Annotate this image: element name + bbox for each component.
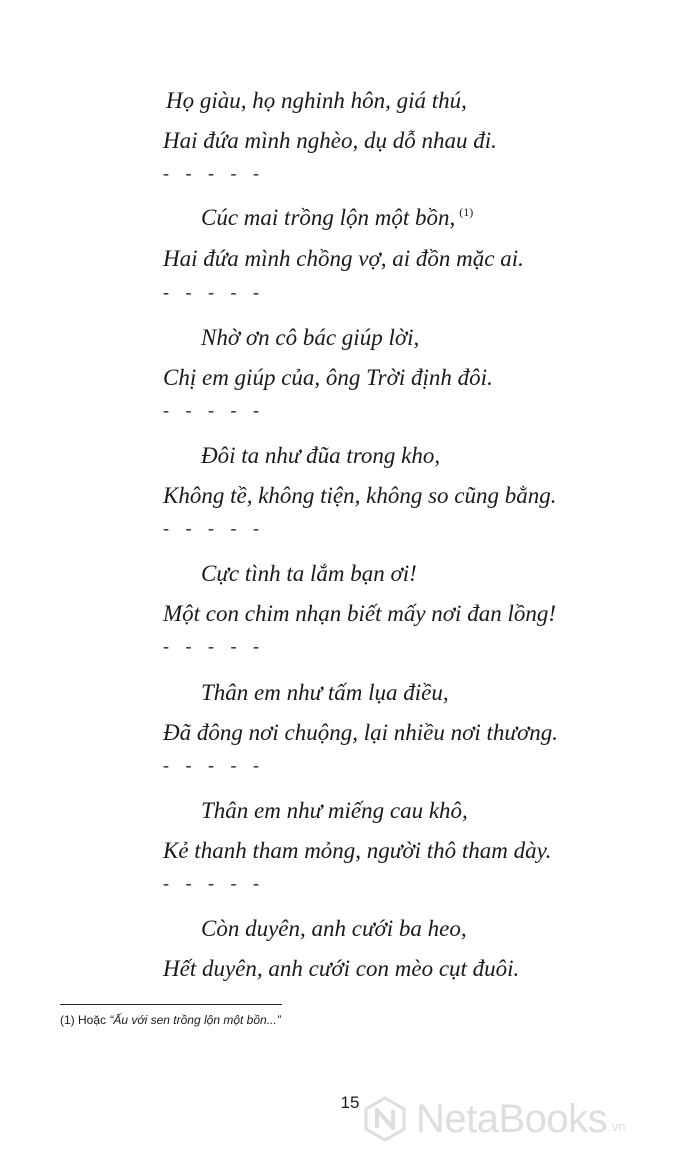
watermark-suffix: .vn [608,1119,626,1134]
verse-3-line-1: Nhờ ơn cô bác giúp lời, [201,325,420,350]
watermark-brand: NetaBooks [416,1096,608,1141]
verse-7-line-2: Kẻ thanh tham mỏng, người thô tham dày. [163,838,552,863]
verse-separator: - - - - - [163,873,265,893]
verse-separator: - - - - - [163,755,265,775]
verse-5-line-1: Cực tình ta lắm bạn ơi! [201,561,417,586]
footnote-divider [60,1004,282,1005]
verse-6-line-1: Thân em như tấm lụa điều, [201,680,449,705]
verse-1-line-1: Họ giàu, họ nghinh hôn, giá thú, [166,88,467,113]
netabooks-logo-icon [362,1096,408,1142]
verse-6-line-2: Đã đông nơi chuộng, lại nhiều nơi thương. [163,720,558,745]
footnote-prefix: (1) Hoặc [60,1013,110,1027]
verse-7-line-1: Thân em như miếng cau khô, [201,798,468,823]
verse-2-line-1-text: Cúc mai trồng lộn một bồn, [201,205,456,230]
verse-2-line-2: Hai đứa mình chồng vợ, ai đồn mặc ai. [163,246,524,271]
footnote-quote: “Ấu với sen trồng lộn một bồn...” [109,1013,281,1027]
verse-8-line-1: Còn duyên, anh cưới ba heo, [201,916,467,941]
verse-2-line-1 [201,206,473,229]
verse-separator: - - - - - [163,400,265,420]
verse-separator: - - - - - [163,163,265,183]
footnote [60,1013,281,1027]
netabooks-watermark [362,1094,626,1144]
verse-separator: - - - - - [163,518,265,538]
verse-3-line-2: Chị em giúp của, ông Trời định đôi. [163,365,493,390]
page-number: 15 [340,1093,360,1112]
verse-separator: - - - - - [163,636,265,656]
verse-separator: - - - - - [163,282,265,302]
verse-4-line-2: Không tề, không tiện, không so cũng bằng. [163,483,557,508]
footnote-mark: (1) [459,205,474,219]
verse-1-line-2: Hai đứa mình nghèo, dụ dỗ nhau đi. [163,128,497,153]
verse-4-line-1: Đôi ta như đũa trong kho, [201,443,441,468]
verse-5-line-2: Một con chim nhạn biết mấy nơi đan lồng! [163,601,556,626]
verse-8-line-2: Hết duyên, anh cưới con mèo cụt đuôi. [163,956,520,981]
